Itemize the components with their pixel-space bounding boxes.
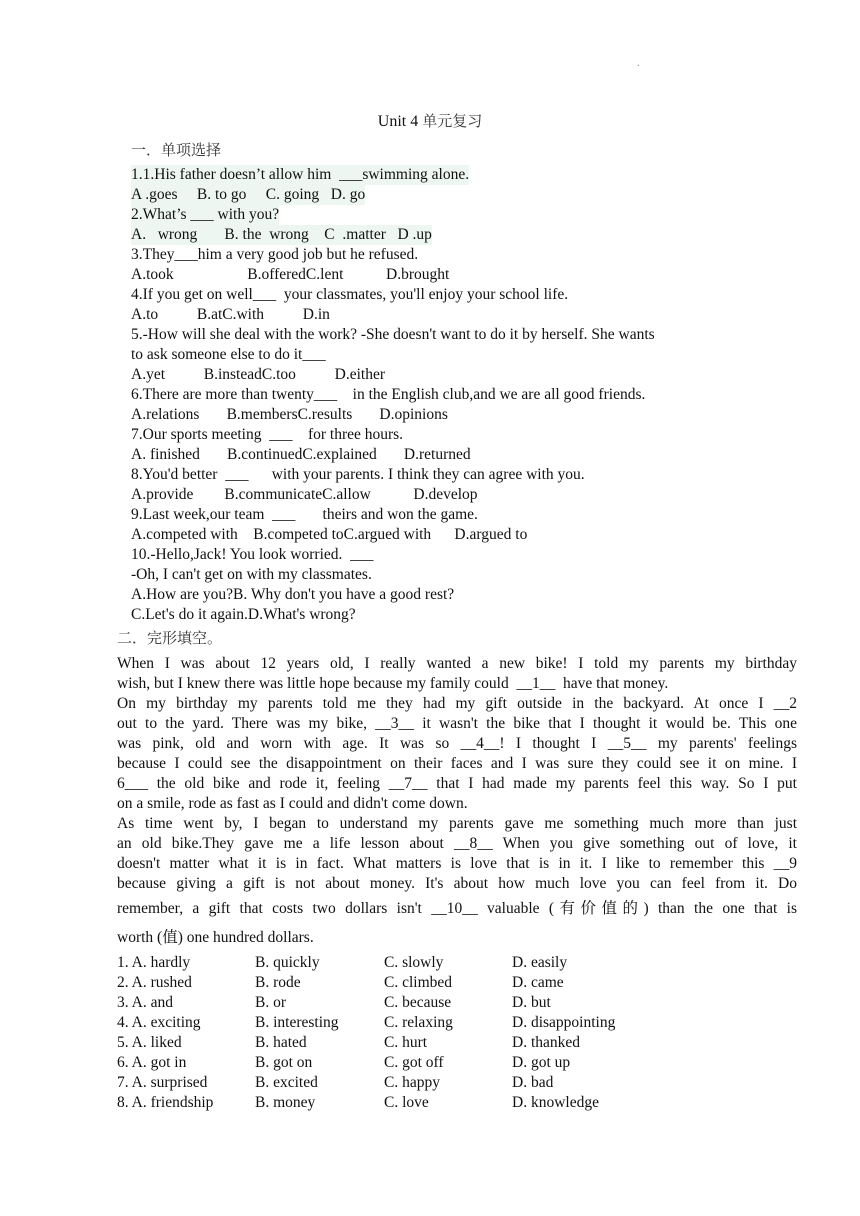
option-2-d: D. came [512,974,564,991]
option-6-a: 6. A. got in [117,1054,187,1071]
options-line: A. wrong B. the wrong C .matter D .up [131,226,432,243]
option-8-b: B. money [255,1094,316,1111]
option-5-a: 5. A. liked [117,1034,182,1051]
option-2-c: C. climbed [384,974,453,991]
options-line: A.to B.atC.with D.in [131,306,330,323]
question-line: 9.Last week,our team ___ theirs and won the game. [131,506,478,523]
question-line: -Oh, I can't get on with my classmates. [131,566,372,583]
passage-line: an old bike.They gave me a life lesson about __8__ When you give something out of love, it [117,835,797,852]
option-2-a: 2. A. rushed [117,974,192,991]
options-line: C.Let's do it again.D.What's wrong? [131,606,356,623]
question-line: 6.There are more than twenty___ in the English club,and we are all good friends. [131,386,646,403]
option-8-d: D. knowledge [512,1094,599,1111]
section2-heading: 二．完形填空。 [117,629,223,647]
page-title [0,111,860,132]
option-1-b: B. quickly [255,954,320,971]
option-6-d: D. got up [512,1054,571,1071]
option-7-b: B. excited [255,1074,318,1091]
question-line: 10.-Hello,Jack! You look worried. ___ [131,546,374,563]
options-line: A. finished B.continuedC.explained D.returned [131,446,471,463]
option-4-d: D. disappointing [512,1014,616,1031]
title-cn: 单元复习 [422,112,483,130]
options-line: A.yet B.insteadC.too D.either [131,366,385,383]
options-line: A.took B.offeredC.lent D.brought [131,266,450,283]
question-line: 7.Our sports meeting ___ for three hours. [131,426,404,443]
option-3-c: C. because [384,994,452,1011]
options-line: A.provide B.communicateC.allow D.develop [131,486,478,503]
option-8-a: 8. A. friendship [117,1094,214,1111]
options-line: A.relations B.membersC.results D.opinions [131,406,448,423]
option-5-d: D. thanked [512,1034,581,1051]
option-3-a: 3. A. and [117,994,173,1011]
question-line: 3.They___him a very good job but he refused. [131,246,419,263]
passage-line: doesn't matter what it is in fact. What matters is love that is in it. I like to remember this __9 [117,855,797,872]
option-7-a: 7. A. surprised [117,1074,208,1091]
option-1-a: 1. A. hardly [117,954,191,971]
passage-line: worth (值) one hundred dollars. [117,929,314,946]
title-unit: Unit 4 [377,113,419,130]
option-7-c: C. happy [384,1074,440,1091]
option-3-d: D. but [512,994,551,1011]
passage-line: On my birthday my parents told me they had my gift outside in the backyard. At once I __2 [117,695,797,712]
option-7-d: D. bad [512,1074,554,1091]
question-line: to ask someone else to do it___ [131,346,326,363]
passage-line: out to the yard. There was my bike, __3__ it wasn't the bike that I thought it would be. This one [117,715,797,732]
passage-line: remember, a gift that costs two dollars isn't __10__ valuable (有价值的) than the one that is [117,900,797,917]
option-4-b: B. interesting [255,1014,339,1031]
option-4-c: C. relaxing [384,1014,453,1031]
passage-line: As time went by, I began to understand my parents gave me something much more than just [117,815,797,832]
section1-heading: 一．单项选择 [131,141,222,159]
passage-line: 6___ the old bike and rode it, feeling __7__ that I had made my parents feel this way. So I put [117,775,797,792]
passage-line: on a smile, rode as fast as I could and didn't come down. [117,795,468,812]
options-line: A.competed with B.competed toC.argued with D.argued to [131,526,528,543]
passage-line: was pink, old and worn with age. It was so __4__! I thought I __5__ my parents' feelings [117,735,797,752]
option-6-c: C. got off [384,1054,444,1071]
question-line: 5.-How will she deal with the work? -She doesn't want to do it by herself. She wants [131,326,655,343]
option-1-c: C. slowly [384,954,444,971]
passage-line: because giving a gift is not about money. It's about how much love you can feel from it. Do [117,875,797,892]
question-line: 1.1.His father doesn’t allow him ___swimming alone. [131,166,470,183]
option-5-b: B. hated [255,1034,307,1051]
question-line: 4.If you get on well___ your classmates, you'll enjoy your school life. [131,286,569,303]
option-3-b: B. or [255,994,286,1011]
option-6-b: B. got on [255,1054,313,1071]
page-mark: . [637,58,640,69]
options-line: A .goes B. to go C. going D. go [131,186,366,203]
passage-line: wish, but I knew there was little hope because my family could __1__ have that money. [117,675,669,692]
passage-line: When I was about 12 years old, I really wanted a new bike! I told my parents my birthday [117,655,797,672]
option-5-c: C. hurt [384,1034,428,1051]
option-8-c: C. love [384,1094,429,1111]
option-1-d: D. easily [512,954,568,971]
options-line: A.How are you?B. Why don't you have a good rest? [131,586,455,603]
option-2-b: B. rode [255,974,301,991]
passage-line: because I could see the disappointment on their faces and I was sure they could see it on mine. I [117,755,797,772]
question-line: 2.What’s ___ with you? [131,206,280,223]
question-line: 8.You'd better ___ with your parents. I think they can agree with you. [131,466,585,483]
option-4-a: 4. A. exciting [117,1014,201,1031]
